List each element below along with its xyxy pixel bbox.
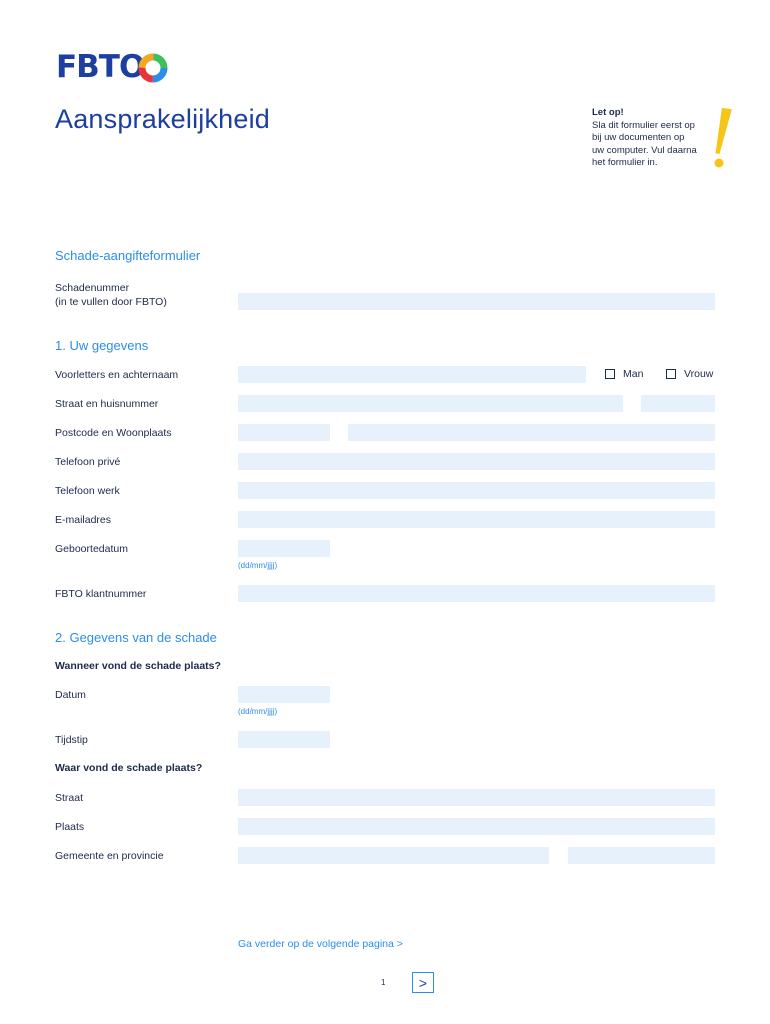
man-label: Man [623, 368, 644, 380]
section-2-title: 2. Gegevens van de schade [55, 630, 217, 645]
dob-label: Geboortedatum [55, 543, 128, 555]
vrouw-checkbox[interactable] [666, 369, 676, 379]
gender-vrouw-option[interactable] [666, 368, 713, 380]
next-page-button[interactable]: > [412, 972, 434, 993]
schadenummer-label: Schadenummer [55, 282, 130, 294]
damage-city-label: Plaats [55, 821, 85, 833]
client-number-label: FBTO klantnummer [55, 588, 147, 600]
schadenummer-field[interactable] [238, 293, 715, 310]
name-label: Voorletters en achternaam [55, 369, 179, 381]
date-hint: (dd/mm/jjjj) [238, 707, 278, 716]
house-number-field[interactable] [641, 395, 715, 412]
gender-man-option[interactable] [605, 368, 643, 380]
damage-street-field[interactable] [238, 789, 715, 806]
email-label: E-mailadres [55, 514, 112, 526]
note-line: bij uw documenten op [592, 132, 685, 144]
man-checkbox[interactable] [605, 369, 615, 379]
date-label: Datum [55, 689, 86, 701]
where-title: Waar vond de schade plaats? [55, 762, 203, 774]
street-label: Straat en huisnummer [55, 398, 159, 410]
exclamation-icon [709, 106, 733, 170]
municipality-label: Gemeente en provincie [55, 850, 164, 862]
postcode-field[interactable] [238, 424, 330, 441]
damage-city-field[interactable] [238, 818, 715, 835]
note-title: Let op! [592, 107, 624, 118]
note-line: Sla dit formulier eerst op [592, 119, 695, 131]
client-number-field[interactable] [238, 585, 715, 602]
phone-work-label: Telefoon werk [55, 485, 120, 497]
phone-home-field[interactable] [238, 453, 715, 470]
phone-home-label: Telefoon privé [55, 456, 121, 468]
schadenummer-sublabel: (in te vullen door FBTO) [55, 296, 167, 308]
street-field[interactable] [238, 395, 623, 412]
page-title: Aansprakelijkheid [55, 104, 271, 134]
date-field[interactable] [238, 686, 330, 703]
phone-work-field[interactable] [238, 482, 715, 499]
damage-street-label: Straat [55, 792, 84, 804]
note-line: het formulier in. [592, 157, 658, 169]
logo-text: FBTO [56, 49, 145, 85]
name-field[interactable] [238, 366, 586, 383]
time-label: Tijdstip [55, 734, 88, 746]
logo-ring-icon [138, 53, 168, 83]
dob-hint: (dd/mm/jjjj) [238, 561, 278, 570]
section-1-title: 1. Uw gegevens [55, 338, 149, 353]
page-number: 1 [381, 978, 386, 987]
form-heading: Schade-aangifteformulier [55, 248, 201, 263]
dob-field[interactable] [238, 540, 330, 557]
time-field[interactable] [238, 731, 330, 748]
province-field[interactable] [568, 847, 715, 864]
save-note [592, 107, 717, 170]
when-title: Wanneer vond de schade plaats? [55, 660, 221, 672]
vrouw-label: Vrouw [684, 368, 714, 380]
next-page-link[interactable]: Ga verder op de volgende pagina > [238, 938, 403, 950]
postcode-label: Postcode en Woonplaats [55, 427, 172, 439]
municipality-field[interactable] [238, 847, 549, 864]
email-field[interactable] [238, 511, 715, 528]
note-line: uw computer. Vul daarna [592, 144, 697, 156]
city-field[interactable] [348, 424, 715, 441]
